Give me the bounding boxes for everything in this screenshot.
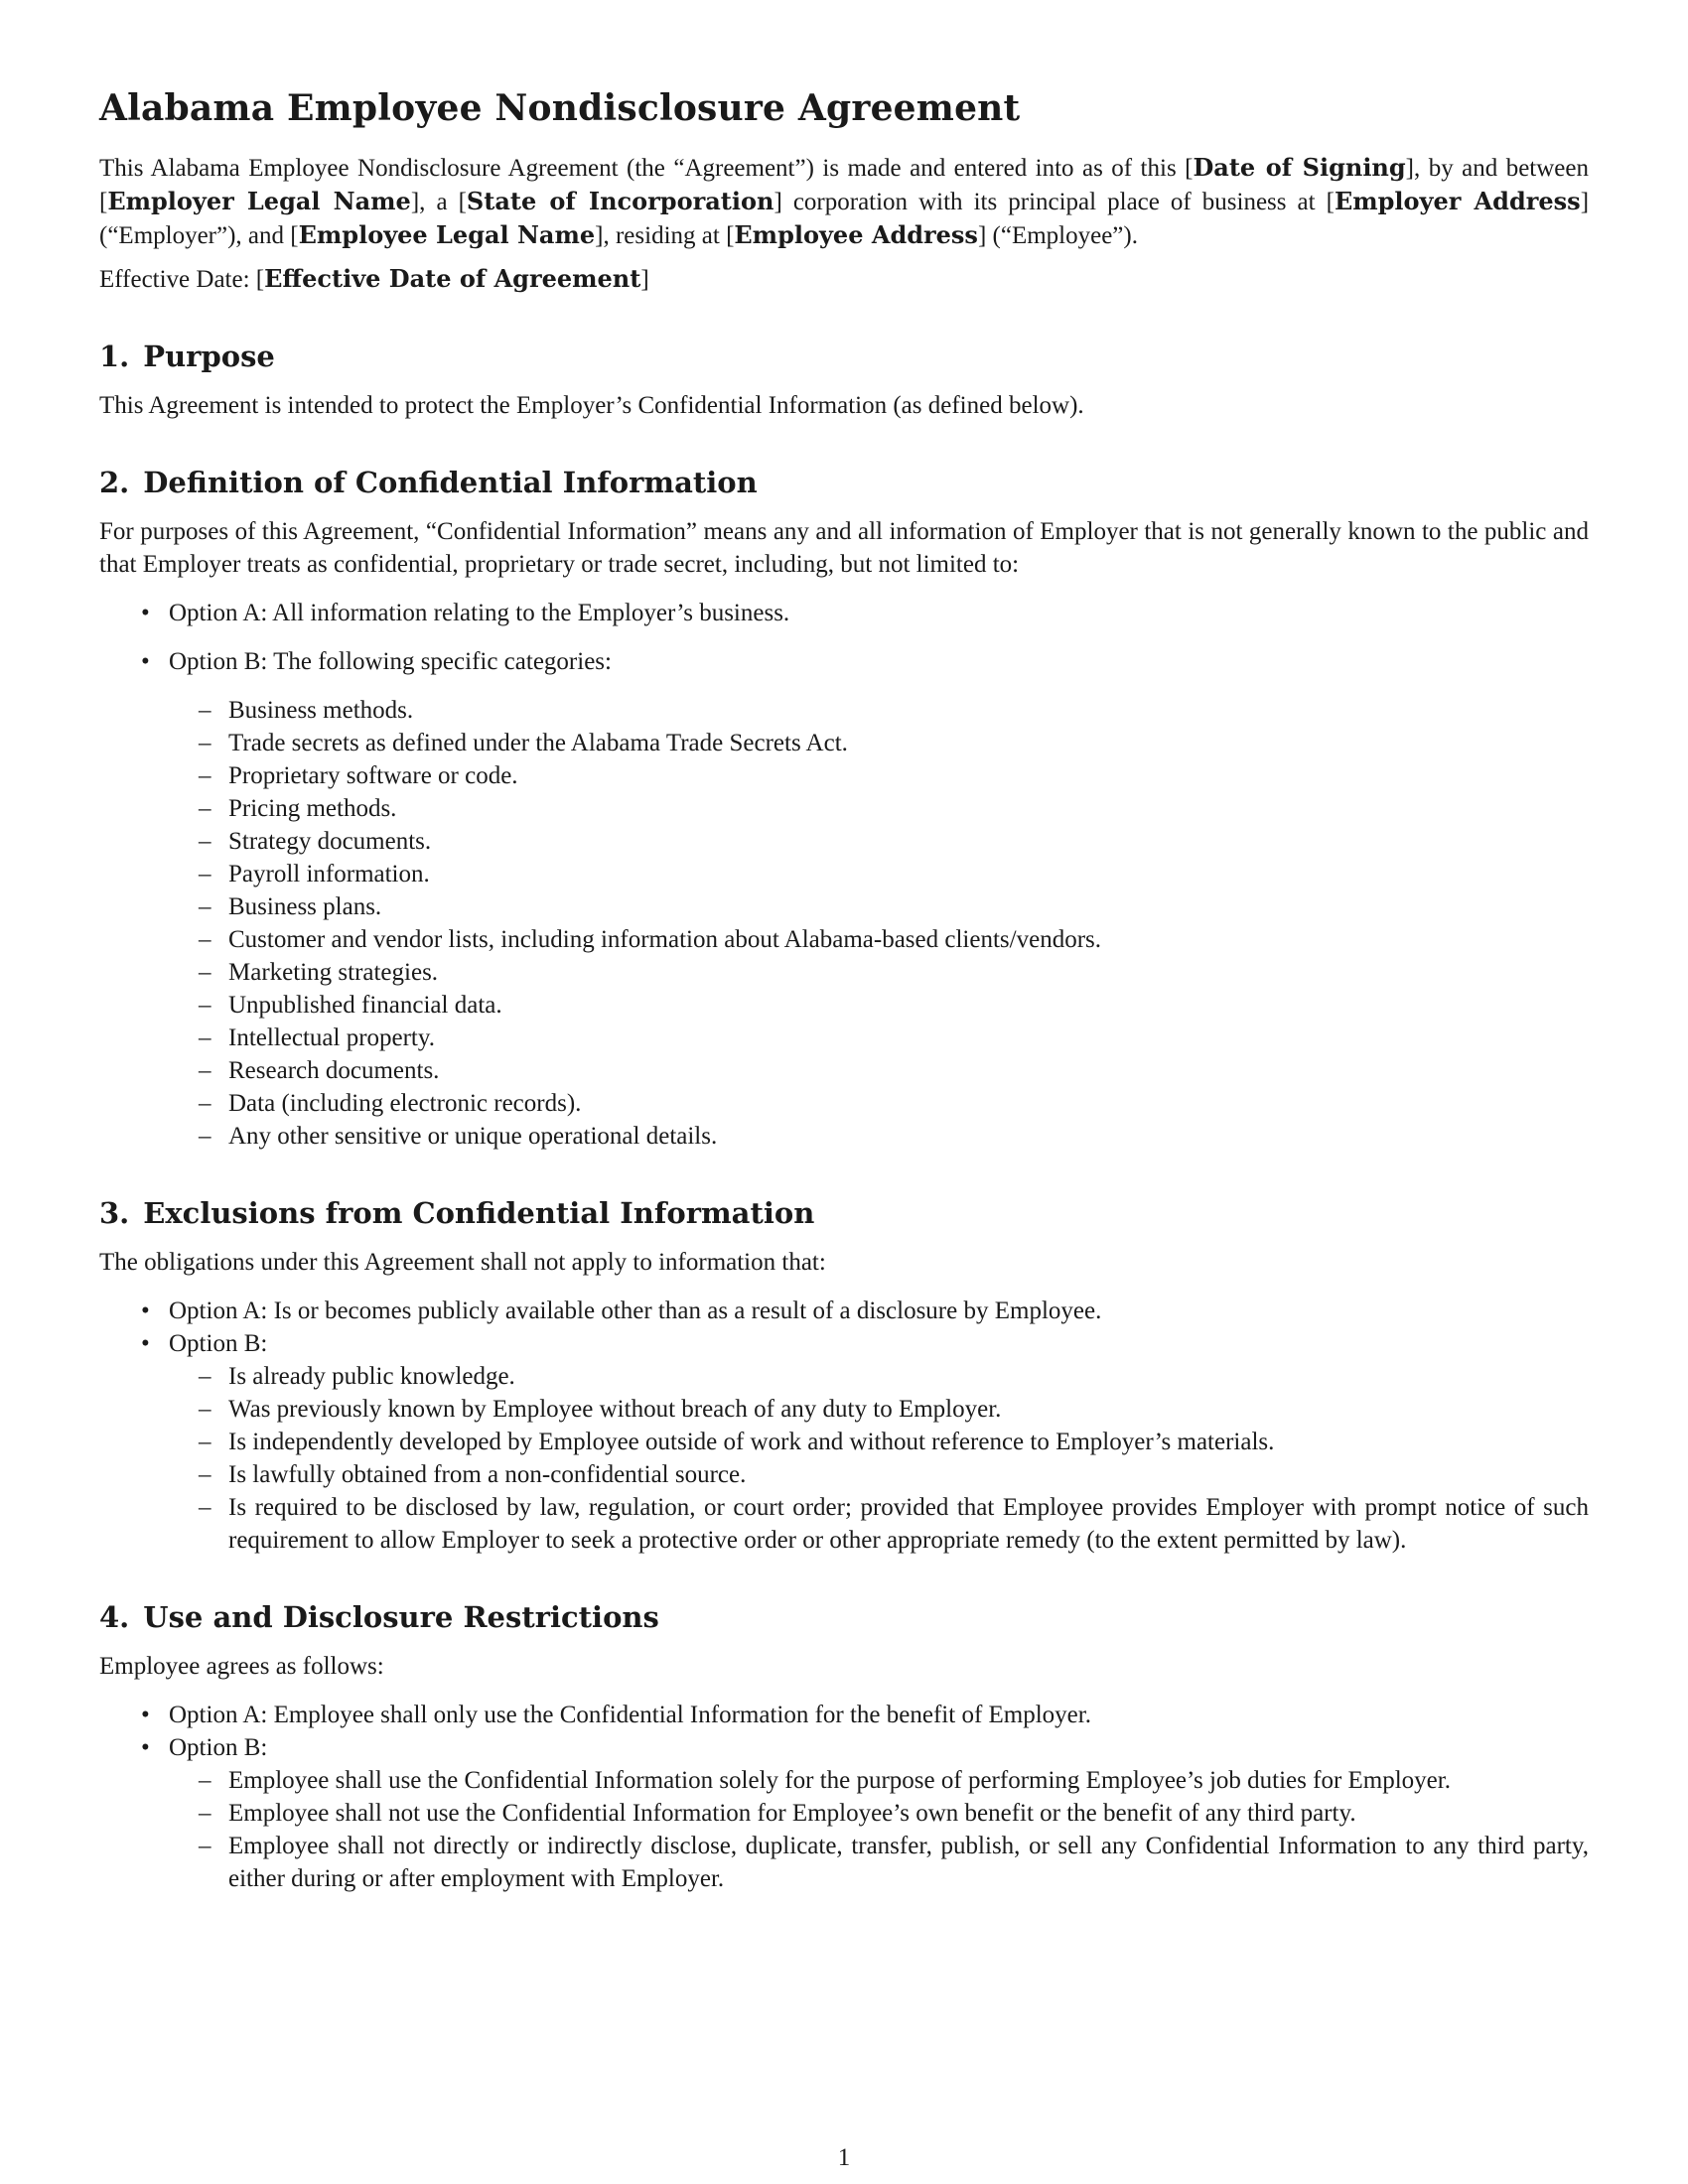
list-item: – Was previously known by Employee without breach of any duty to Employer. — [228, 1393, 1589, 1426]
list-item: – Any other sensitive or unique operational details. — [228, 1120, 1589, 1153]
list-item: – Strategy documents. — [228, 825, 1589, 858]
placeholder-employee-legal-name: Employee Legal Name — [298, 220, 596, 249]
section-text: The obligations under this Agreement shall not apply to information that: — [99, 1249, 826, 1276]
placeholder-effective-date: Effective Date of Agreement — [264, 264, 641, 293]
placeholder-state-of-incorporation: State of Incorporation — [466, 187, 774, 215]
placeholder-employee-address: Employee Address — [734, 220, 978, 249]
list-item: – Unpublished financial data. — [228, 989, 1589, 1022]
section-exclusions — [99, 1196, 1589, 1557]
option-a: • Option A: Is or becomes publicly available other than as a result of a disclosure by Employee. — [169, 1295, 1589, 1327]
restriction-list — [169, 1764, 1589, 1895]
list-item: – Pricing methods. — [228, 792, 1589, 825]
option-b: • Option B: The following specific categories: – Business methods. – Trade secrets as defined under the Alabama Trade Secrets Act. – Proprietary software or code. – Pricing methods. – Strategy documents. – Payroll information. – Business plans. – Customer and vendor lists, including information about Alabama-based clients/vendors. – Marketing strategies. – Unpublished financial data. – Intellectual property. – Research documents. – Data (including electronic records). – Any other sensitive or unique operational details. — [169, 645, 1589, 1153]
effective-date-line: Effective Date: [Effective Date of Agreement] — [99, 264, 649, 293]
list-item: – Employee shall use the Confidential Information solely for the purpose of performing Employee’s job duties for Employer. — [228, 1764, 1589, 1797]
section-text: For purposes of this Agreement, “Confidential Information” means any and all information of Employer that is not generally known to the public and that Employer treats as confidential, proprietary or trade secret, including, but not limited to: — [99, 518, 1589, 578]
option-list — [99, 1699, 1589, 1895]
list-item: – Intellectual property. — [228, 1022, 1589, 1054]
list-item: – Trade secrets as defined under the Alabama Trade Secrets Act. — [228, 727, 1589, 759]
list-item: – Is already public knowledge. — [228, 1360, 1589, 1393]
list-item: – Is required to be disclosed by law, regulation, or court order; provided that Employee provides Employer with prompt notice of such requirement to allow Employer to seek a protective order or other appropriate remedy (to the extent permitted by law). — [228, 1491, 1589, 1557]
placeholder-employer-address: Employer Address — [1334, 187, 1581, 215]
placeholder-employer-legal-name: Employer Legal Name — [107, 187, 411, 215]
list-item: – Proprietary software or code. — [228, 759, 1589, 792]
list-item: – Employee shall not directly or indirectly disclose, duplicate, transfer, publish, or sell any Confidential Information to any third party, either during or after employment with Employer. — [228, 1830, 1589, 1895]
list-item: – Business plans. — [228, 890, 1589, 923]
section-text: Employee agrees as follows: — [99, 1653, 384, 1680]
option-list — [99, 597, 1589, 1153]
exclusion-list — [169, 1360, 1589, 1557]
placeholder-date-of-signing: Date of Signing — [1193, 153, 1406, 182]
list-item: – Research documents. — [228, 1054, 1589, 1087]
list-item: – Is lawfully obtained from a non-confidential source. — [228, 1458, 1589, 1491]
option-a: • Option A: Employee shall only use the Confidential Information for the benefit of Employer. — [169, 1699, 1589, 1731]
option-b: • Option B: – Employee shall use the Confidential Information solely for the purpose of performing Employee’s job duties for Employer. – Employee shall not use the Confidential Information for Employee’s own benefit or the benefit of any third party. – Employee shall not directly or indirectly disclose, duplicate, transfer, publish, or sell any Confidential Information to any third party, either during or after employment with Employer. — [169, 1731, 1589, 1895]
option-a: • Option A: All information relating to the Employer’s business. — [169, 597, 1589, 629]
section-text: This Agreement is intended to protect the Employer’s Confidential Information (as defined below). — [99, 392, 1084, 419]
option-list — [99, 1295, 1589, 1557]
intro-paragraph: This Alabama Employee Nondisclosure Agreement (the “Agreement”) is made and entered into as of this [Date of Signing], by and between [Employer Legal Name], a [State of Incorporation] corporation with its principal place of business at [Employer Address] (“Employer”), and [Employee Legal Name], residing at [Employee Address] (“Employee”). — [99, 153, 1590, 249]
section-purpose — [99, 340, 1589, 422]
list-item: – Payroll information. — [228, 858, 1589, 890]
section-heading: 2. Definition of Confidential Information — [99, 466, 758, 499]
page-number: 1 — [837, 2144, 851, 2171]
list-item: – Customer and vendor lists, including information about Alabama-based clients/vendors. — [228, 923, 1589, 956]
category-list — [169, 694, 1589, 1153]
list-item: – Is independently developed by Employee outside of work and without reference to Employer’s materials. — [228, 1426, 1589, 1458]
section-heading: 4. Use and Disclosure Restrictions — [99, 1600, 659, 1634]
section-use-restrictions — [99, 1600, 1589, 1895]
list-item: – Employee shall not use the Confidential Information for Employee’s own benefit or the benefit of any third party. — [228, 1797, 1589, 1830]
section-heading: 3. Exclusions from Confidential Information — [99, 1196, 815, 1230]
list-item: – Marketing strategies. — [228, 956, 1589, 989]
section-heading: 1. Purpose — [99, 340, 275, 373]
document-title: Alabama Employee Nondisclosure Agreement — [99, 87, 1021, 129]
section-definition — [99, 466, 1589, 1153]
option-b: • Option B: – Is already public knowledge. – Was previously known by Employee without breach of any duty to Employer. – Is independently developed by Employee outside of work and without reference to Employer’s materials. – Is lawfully obtained from a non-confidential source. – Is required to be disclosed by law, regulation, or court order; provided that Employee provides Employer with prompt notice of such requirement to allow Employer to seek a protective order or other appropriate remedy (to the extent permitted by law). — [169, 1327, 1589, 1557]
list-item: – Data (including electronic records). — [228, 1087, 1589, 1120]
list-item: – Business methods. — [228, 694, 1589, 727]
